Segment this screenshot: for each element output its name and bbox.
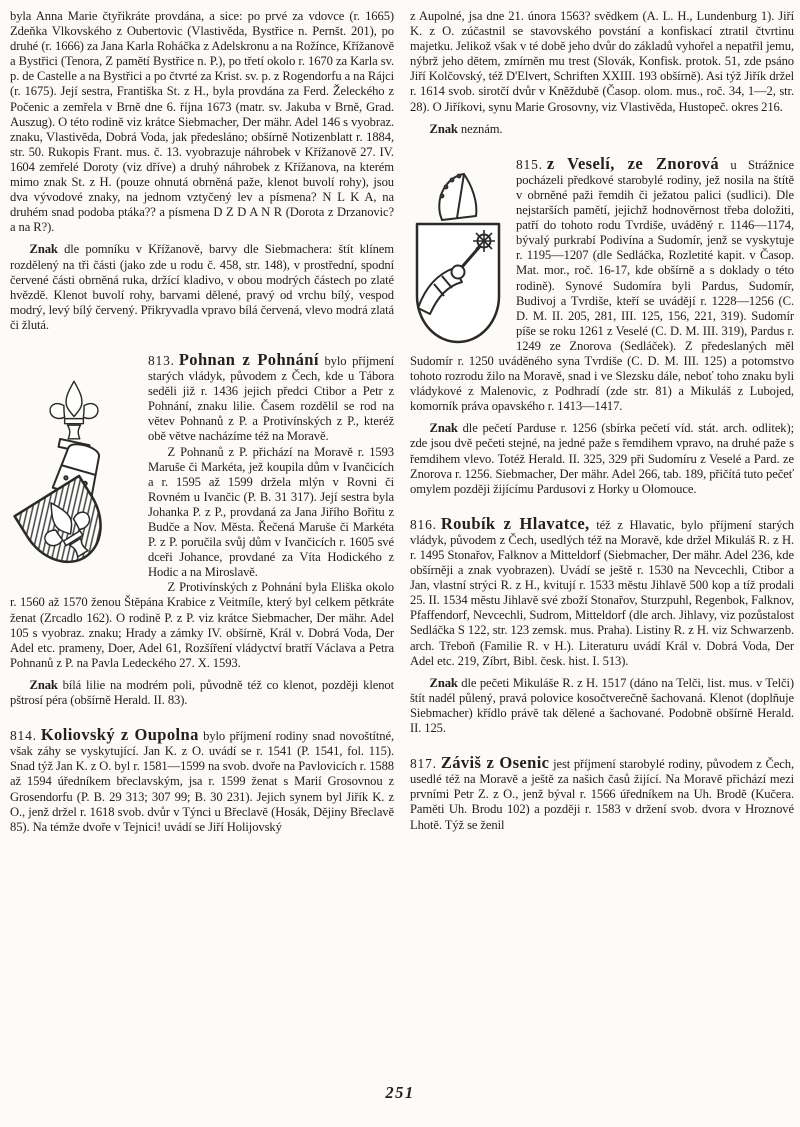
section-number: 814. [10,728,37,744]
blazon-paragraph [410,122,794,137]
section-815 [410,153,794,497]
section-number: 813. [148,352,175,368]
blazon-paragraph [410,676,794,736]
continuation-paragraph: byla Anna Marie čtyřikráte provdána, a sice: po prvé za vdovce (r. 1665) Zdeňka Vlkovského z Oubertovic (Vlastivěda, Bystřice n. Pernšt. 201), po druhé (r. 1666) za Jana Karla Roháčka z Adelskronu a na Rožínce, Křížanově a Bystřici (Tenora, Z pamětí Bystřice n. P.), po třetí okolo r. 1670 za Karla sv. p. de Castelle a na Bystřici a po čtvrté za Krist. sv. p. z Rogendorfu a na Rájci (r. 1675). Její sestra, Františka St. z H., byla provdána za Ferd. Želeckého z Počenic a zemřela v Brně dne 6. října 1673 (matr. sv. Jakuba v Brně, Grad. Auszug). O této rodině viz krátce Siebmacher, Der mähr. Adel 146 s vyobraz. znaku, Vlastivěda, Dobrá Voda, jak předesláno; obšírně Notizenblatt r. 1884, str. 50. Rukopis Frant. mus. č. 13. vyobrazuje náhrobek v Křížanově 27. IV. 1604 zemřelé Doroty (viz dříve) a druhý náhrobek z Křížanova, na kterém mimo znak St. z H. (pouze ohnutá obrněná paže, klenot buvolí rohy), jsou dva vývodové znaky, na jednom vztyčený lev a písmena? N L K A, na druhém snad podoba ptáka?? a písmena D Z D A N R (Dorota z Drzanovic? a na R?). [10,9,394,235]
blazon-lead: Znak [29,242,58,257]
blazon-text: neznám. [457,121,503,136]
blazon-text: dle pečeti Mikuláše R. z H. 1517 (dáno na Telči, list. mus. v Telči) štít nadél půlený, pravá polovice kosočtverečně šachovaná. Klenot (doplňuje Siebmacher) křídlo právě tak dělené a šachované. Podobně obšírně Herald. II. 125. [410,675,794,736]
section-814 [10,727,394,835]
section-heading [410,513,794,669]
section-number: 816. [410,516,437,532]
right-column [410,9,794,835]
blazon-lead: Znak [429,421,458,436]
section-number: 815. [516,156,543,172]
blazon-text: bílá lilie na modrém poli, původně též co klenot, později klenot pštrosí péra (obšírně Herald. II. 83). [10,677,394,708]
family-name: z Veselí, ze Znorová [546,153,719,173]
family-name: Pohnan z Pohnání [178,349,319,369]
pohnan-coat-of-arms-figure [12,372,136,582]
paragraph: Z Pohnanů z P. přichází na Moravě r. 1593 Maruše či Markéta, jež koupila dům v Ivančicích a r. 1595 až 1599 držela mlýn v Rovni či Rovném u Ivančic (P. B. 31 317). Její sestra byla Johanka P. z P., provdaná za Jana Jiřího Bořitu z Budče a Nov. Města. Řečená Maruše či Markéta P. z P. poručila svůj dům v Ivančicích r. 1605 své dceři Johance, provdané za Víta Hodického z Hodic a na Miroslavě. [148,444,394,580]
blazon-paragraph [10,678,394,708]
section-intro-text: též z Hlavatic, bylo příjmení starých vládyk, původem z Čech, usedlých též na Moravě, kde držel Mikuláš R. z H. r. 1495 Stonařov, Falknov a Mitteldorf (Siebmacher, Der mähr. Adel 236, kde obšírněji a znak vyobrazen). Uvádí se ještě r. 1530 na Nevcechli, Ctibor a Jan, vlastní strýci R. z H., kvitují r. 1533 městu Jihlavě 500 kop a tíž prodali 25. II. 1534 městu Jihlavě své zboží Stonařov, Sturzpuhl, Regenbok, Falknov, Pfaffendorf, Nevcechli, Sudrom, Mitteldorf (dle arch. Jihlavy, viz pozůstalost Sedláčka S 122, str. 123 zemsk. mus. Praha). Listiny R. z H. viz Schwarzenb. arch. Třeboň (Familie R. v H.). Literaturu uvádí Král v. Dobrá Voda, Der Adel etc. 219, Zíbrt, Bibl. česk. hist. I. 513). [410,517,794,668]
blazon-lead: Znak [429,675,458,690]
continuation-paragraph: z Aupolné, jsa dne 21. února 1563? svědkem (A. L. H., Lundenburg 1). Jiří K. z O. zúčastnil se stavovského povstání a konfiskací ztratil čtvrtinu majetku. Jelikož však v té době jeho dvůr do základů vyhořel a nepatřil jemu, nýbrž jeho dětem, zmírněn mu trest (Slovák, Konfisk. protok. 51, zde psáno Jiří Kolčovský, též D'Elvert, Schriften XXIII. 193 obšírně). Asi týž Jiřík držel r. 1614 svob. sirotčí dvůr v Kněždubě (Časop. olom. mus., roč. 34, 1—2, str. 28). O Jiříkovi, synu Marie Grosovny, viz Vlastivěda, Hustopeč. okres 216. [410,9,794,114]
section-816 [410,513,794,736]
section-intro-text: u Strážnice pocházeli předkové starobylé rodiny, jež nosila na štítě v obrněné paži řemdih či ježatou palici (sudlici). Dle nejstarších pamětí, jejichž hodnověrnost třeba doložiti, patří do tohoto rodu Tvrdiše, uváděný r. 1146—1174, bývalý purkrabí Podivína a Sudomír, jenž se vyskytuje r. 1195—1207 (dle Sedláčka, Rozletité kapit. v Časop. Mat. mor., roč. 16-17, kde obšírně a s doklady o této rodině). Synové Sudomíra byli Pardus, Sudomír, Budivoj a Tvrdiše, kteří se uvádějí r. 1228—1256 (C. D. M. II. 205, 281, III. 125, 156, 221, 319). Sudomír píše se roku 1261 z Veselé (C. D. M. III. 319), Pardus r. 1249 ze Znorova (Sedláček). Z předeslaných měl Sudomír r. 1250 uváděného syna Tvrdiše (C. D. M. III. 125) a potomstvo tohoto rozrodu žilo na Moravě, snad i ve Slezsku dále, neboť toho znaku byli vládykové z Malenovic, z Podhradí (zde str. 81) a Mikuláš z Lubojed, komorník práva opavského r. 1413—1417. [410,157,794,414]
section-heading [10,727,394,835]
blazon-paragraph [410,421,794,496]
veseli-coat-of-arms-figure [412,172,504,350]
blazon-lead: Znak [29,677,58,692]
page-number: 251 [385,1083,415,1102]
family-name: Záviš z Osenic [440,753,550,773]
section-heading [410,755,794,832]
text-columns [10,9,794,835]
blazon-text: dle pomníku v Křížanově, barvy dle Siebmachera: štít klínem rozdělený na tři části (jako zde u rodu č. 458, str. 148), v prostřední, spodní červené části obrněná ruka, držící kladivo, v obou modrých částech po zlaté hvězdě. Klenot buvolí rohy, barvami dělené, pravý od vrchu bílý, vespod modrý, levý bílý červený. Přikryvadla vpravo bílá červená, vlevo modrá zlatá či žlutá. [10,242,394,332]
section-817 [410,755,794,832]
blazon-lead: Znak [429,121,458,136]
family-name: Roubík z Hlavatce, [440,513,590,533]
left-column [10,9,394,835]
section-813 [10,349,394,708]
section-intro-text: bylo příjmení starých vládyk, původem z Čech, kde u Tábora seděli již r. 1436 jejich předci Ctibor a Petr z Pohnání, znaku lilie. Časem rozdělil se rod na větev Pohnanů z P. a Protivínských z P., kteréž obě větve nacházíme též na Moravě. [148,353,394,444]
blazon-paragraph [10,242,394,333]
blazon-text: dle pečetí Parduse r. 1256 (sbírka pečetí víd. stát. arch. odlitek); zde jsou dvě pečeti stejné, na jedné paže s řemdihem vpravo, na druhé paže s řemdihem vlevo. Totéž Herald. II. 325, 329 při Sudomíru z Veselé a Pard. ze Znorova r. 1256. Siebmacher, Der mähr. Adel 266, tab. 189, přičítá tuto pečeť omylem později žijícímu Pardusovi z Horky u Olomouce. [410,421,794,496]
paragraph: Z Protivínských z Pohnání byla Eliška okolo r. 1560 až 1570 ženou Štěpána Krabice z Veitmíle, který byl celkem pětkráte ženat (Zrcadlo 162). O rodině P. z P. viz krátce Siebmacher, Der mähr. Adel 105 s vyobraz. znaku; Hrady a zámky IV. obšírně, Král v. Dobrá Voda, Der Adel etc. prameny, Doer, Adel 61, Rozšíření vládyctví bratří Václava a Petra Pohnanů z P. na Pavla Ledeckého 27. X. 1593. [10,580,394,670]
section-intro-text: bylo příjmení rodiny snad novoštítné, však záhy se vyskytující. Jan K. z O. uvádí se r. 1541 (P. 1541, fol. 115). Snad týž Jan K. z O. byl r. 1581—1599 na svob. dvoře na Pavlovicích r. 1588 až 1594 úředníkem břeclavským, jsa r. 1599 ženat s Marií Grosovnou z Grosendorfu (P. B. 29 313; 307 99; B. 30 231). Jejich synem byl Jiřík K. z O., jenž držel r. 1618 svob. dvůr v Týnci u Břeclavě (Hosák, Dějiny Břeclavě 85). Na témže dvoře v Tejnici! uvádí se Jiří Holijovský [10,729,394,834]
section-intro-text: jest příjmení starobylé rodiny, původem z Čech, usedlé též na Moravě a ještě za našich časů žijící. Na Moravě přichází mezi prvními Petr Z. z O., jenž býval r. 1566 úředníkem na Uh. Brodě (Kučera. Paměti Uh. Brodu 102) a později r. 1583 v držení svob. dvora v Hroznové Lhotě. Týž se ženil [410,757,794,832]
section-number: 817. [410,756,437,772]
family-name: Koliovský z Oupolna [40,725,199,745]
